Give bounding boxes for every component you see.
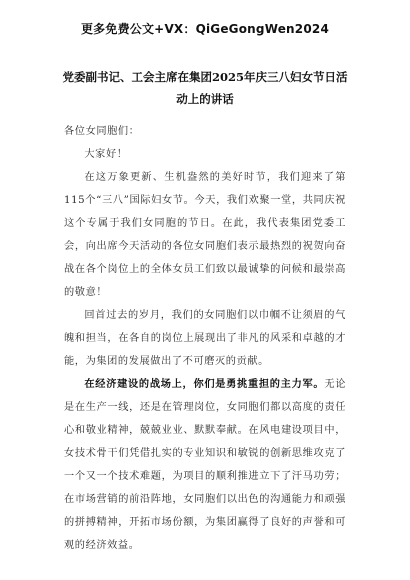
paragraph-1 [64,166,346,304]
document-body [64,120,346,557]
watermark-header: 更多免费公文+VX：QiGeGongWen2024 [80,22,329,36]
paragraph-2-text: 回首过去的岁月，我们的女同胞们以巾帼不让须眉的气魄和担当，在各自的岗位上展现出了非凡的风采和卓越的才能，为集团的发展做出了不可磨灭的贡献。 [64,310,346,367]
paragraph-1-text: 在这万象更新、生机盎然的美好时节，我们迎来了第115个“三八”国际妇女节。今天，我们欢聚一堂，共同庆祝这个专属于我们女同胞的节日。在此，我代表集团党委工会，向出席今天活动的各位女同胞们表示最热烈的祝贺向奋战在各个岗位上的全体女员工们致以最诚挚的问候和最崇高的敬意！ [64,172,346,298]
salutation: 各位女同胞们： [64,126,140,137]
greeting: 大家好！ [84,149,128,160]
paragraph-3 [64,373,346,557]
paragraph-3-text: 无论是在生产一线，还是在管理岗位，女同胞们都以高度的责任心和敬业精神，兢兢业业、默默奉献。在风电建设项目中，女技术骨干们凭借扎实的专业知识和敏锐的创新思维攻克了一个又一个技术难题，为项目的顺利推进立下了汗马功劳；在市场营销的前沿阵地，女同胞们以出色的沟通能力和顽强的拼搏精神，开拓市场份额，为集团赢得了良好的声誉和可观的经济效益。 [64,379,347,551]
paragraph-3-lead: 在经济建设的战场上，你们是勇挑重担的主力军。 [84,378,325,390]
paragraph-2 [64,304,346,373]
document-title: 党委副书记、工会主席在集团2025年庆三八妇女节日活动上的讲话 [62,70,348,106]
